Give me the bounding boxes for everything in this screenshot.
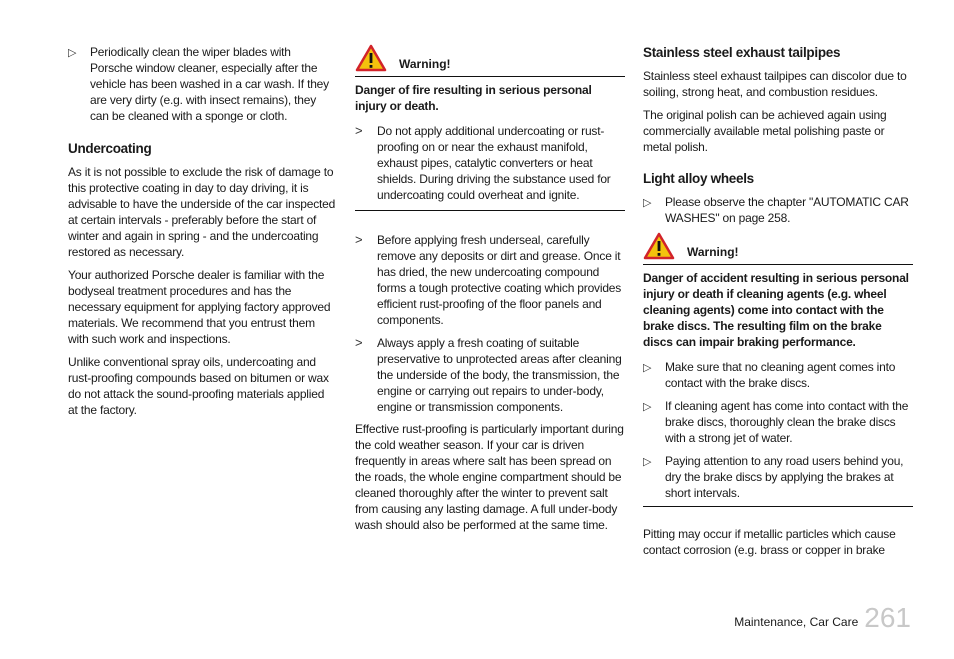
paragraph: As it is not possible to exclude the risk of damage to this protective coating in day to day driving, it is advisable to have the underside of the car inspected at certain intervals - preferably before the start of winter and again in spring - and the undercoating restored as necessary. [68, 165, 336, 259]
list-item: ▷ Make sure that no cleaning agent comes into contact with the brake discs. [643, 360, 896, 390]
wheels-bullet-list [643, 194, 913, 226]
triangle-bullet-icon: ▷ [68, 47, 77, 59]
triangle-bullet-icon: ▷ [643, 401, 652, 413]
page-footer [734, 604, 911, 632]
triangle-bullet-icon: ▷ [643, 456, 652, 468]
undercoating-heading: Undercoating [68, 141, 152, 156]
chevron-bullet-icon: > [355, 232, 363, 247]
paragraph: The original polish can be achieved again using commercially available metal polishing paste or metal polish. [643, 108, 887, 154]
list-item: ▷ Paying attention to any road users behind you, dry the brake discs by applying the brakes at short intervals. [643, 454, 904, 500]
paragraph: Unlike conventional spray oils, undercoating and rust-proofing compounds based on bitumen or wax do not attack the sound-proofing materials applied at the factory. [68, 355, 329, 417]
wheels-heading: Light alloy wheels [643, 171, 754, 186]
footer-section-title: Maintenance, Car Care [734, 615, 859, 629]
warning-header [355, 44, 625, 77]
column-2 [355, 44, 625, 533]
page-number: 261 [864, 602, 911, 633]
chevron-bullet-icon: > [355, 335, 363, 350]
chevron-bullet-icon: > [355, 123, 363, 138]
underseal-bullet-list [355, 232, 625, 415]
warning-header [643, 232, 913, 265]
warning-bullet-list [355, 123, 625, 203]
warning-triangle-icon [643, 232, 675, 260]
column-1 [68, 44, 336, 418]
warning-text: Danger of accident resulting in serious personal injury or death if cleaning agents (e.g. wheel cleaning agents) come into contact with the brake discs. The resulting film on the brake discs can impair braking performance. [643, 271, 909, 349]
list-item: ▷ If cleaning agent has come into contact with the brake discs, thoroughly clean the brake discs with a strong jet of water. [643, 399, 909, 445]
paragraph: Effective rust-proofing is particularly important during the cold weather season. If your car is driven frequently in areas where salt has been spread on the roads, the whole engine compartment should be cleaned thoroughly after the winter to prevent salt from causing any lasting damage. A full under-body wash should also be performed at the same time. [355, 422, 624, 532]
column-3 [643, 44, 913, 558]
triangle-bullet-icon: ▷ [643, 362, 652, 374]
list-item: > Always apply a fresh coating of suitable preservative to unprotected areas after cleaning the underside of the body, the transmission, the engine or carrying out repairs to under-body, engine or transmission components. [355, 335, 622, 414]
warning-triangle-icon [355, 44, 387, 72]
list-item: > Do not apply additional undercoating or rust-proofing on or near the exhaust manifold, exhaust pipes, catalytic converters or heat shields. During driving the substance used for undercoating could overheat and ignite. [355, 123, 611, 202]
list-item: ▷ Periodically clean the wiper blades with Porsche window cleaner, especially after the vehicle has been washed in a car wash. If they are very dirty (e.g. with insect remains), they can be cleaned with a sponge or cloth. [68, 45, 329, 123]
divider [643, 506, 913, 507]
warning-label: Warning! [399, 57, 451, 71]
paragraph: Your authorized Porsche dealer is familiar with the bodyseal treatment procedures and has the necessary equipment for applying factory approved materials. We recommend that you entrust them with such work and inspections. [68, 268, 331, 346]
list-item: > Before applying fresh underseal, carefully remove any deposits or dirt and grease. Once it has dried, the new undercoating compound forms a tough protective coating which provides efficient rust-proofing of the floor panels and components. [355, 232, 622, 327]
wiper-bullet-list [68, 44, 336, 124]
list-item: ▷ Please observe the chapter "AUTOMATIC CAR WASHES" on page 258. [643, 195, 909, 225]
triangle-bullet-icon: ▷ [643, 197, 652, 209]
warning-bullet-list [643, 359, 913, 501]
paragraph: Pitting may occur if metallic particles which cause contact corrosion (e.g. brass or copper in brake [643, 527, 896, 557]
warning-text: Danger of fire resulting in serious personal injury or death. [355, 83, 592, 113]
tailpipes-heading: Stainless steel exhaust tailpipes [643, 45, 841, 60]
warning-label: Warning! [687, 245, 739, 259]
paragraph: Stainless steel exhaust tailpipes can discolor due to soiling, strong heat, and combustion residues. [643, 69, 907, 99]
divider [355, 210, 625, 211]
